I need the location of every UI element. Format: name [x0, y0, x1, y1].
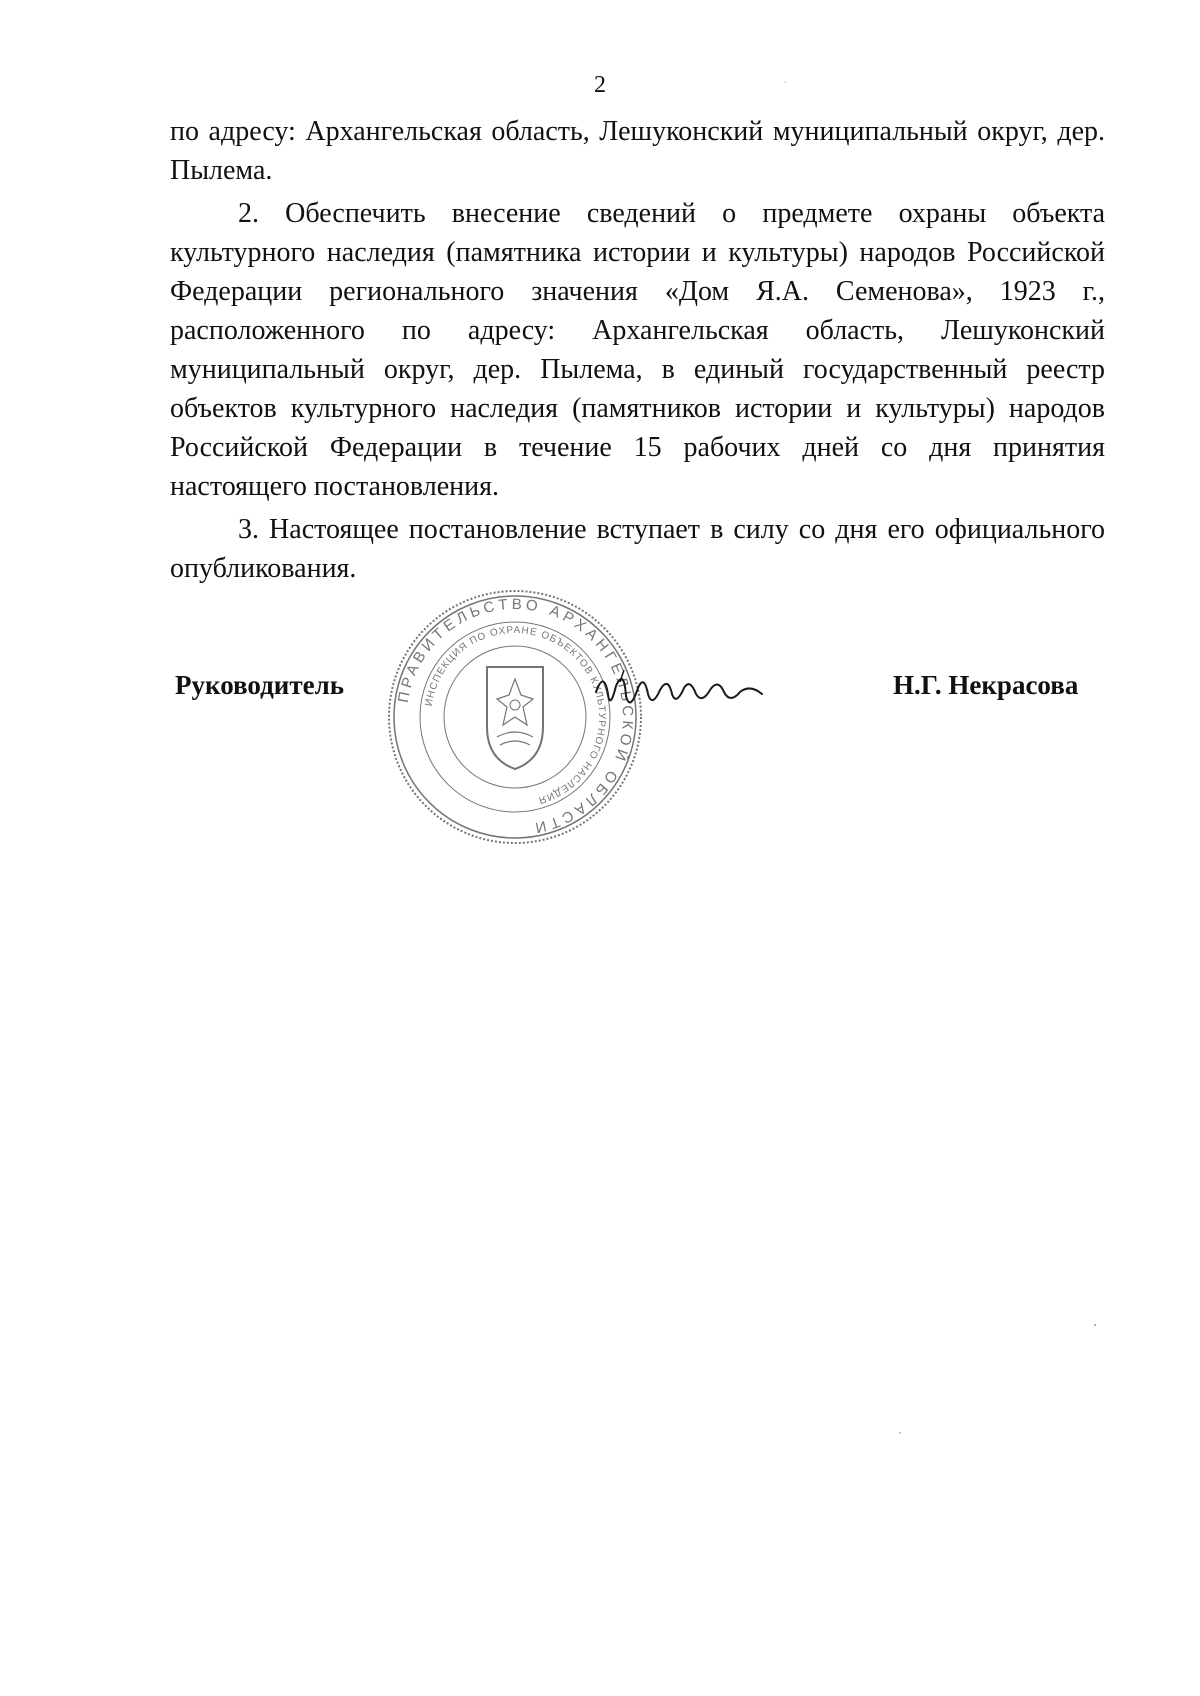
signatory-name: Н.Г. Некрасова	[893, 670, 1079, 700]
paragraph-3: 3. Настоящее постановление вступает в силу со дня его официального опубликования.	[170, 514, 1105, 584]
seal-outer-text: ПРАВИТЕЛЬСТВО АРХАНГЕЛЬСКОЙ ОБЛАСТИ	[394, 595, 637, 837]
paragraph-2: 2. Обеспечить внесение сведений о предмете охраны объекта культурного наследия (памятника истории и культуры) народов Российской Федерации регионального значения «Дом Я.А. Семенова», 1923 г., расположенного по адресу: Архангельская область, Лешуконский муниципальный округ, дер. Пылема, в единый государственный реестр объектов культурного наследия (памятников истории и культуры) народов Российской Федерации в течение 15 рабочих дней со дня принятия настоящего постановления.	[170, 198, 1105, 502]
seal-inner-text: ИНСПЕКЦИЯ ПО ОХРАНЕ ОБЪЕКТОВ КУЛЬТУРНОГО НАСЛЕДИЯ	[423, 624, 608, 806]
page-number: 2	[594, 72, 606, 98]
paragraph-1: по адресу: Архангельская область, Лешуконский муниципальный округ, дер. Пылема.	[170, 116, 1105, 186]
signatory-title: Руководитель	[175, 670, 345, 700]
